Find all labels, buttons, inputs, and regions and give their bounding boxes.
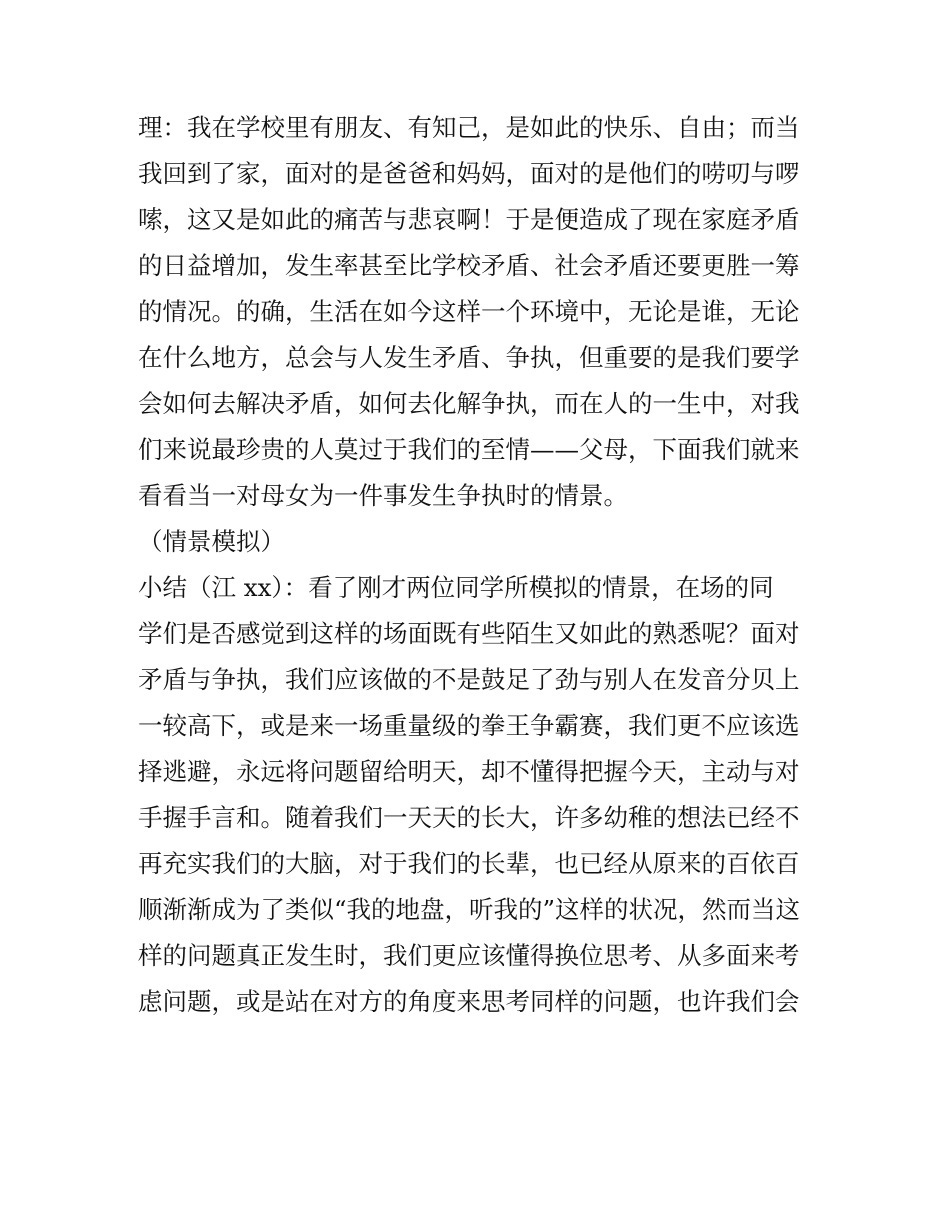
- text-line: 理：我在学校里有朋友、有知己，是如此的快乐、自由；而当: [138, 113, 800, 142]
- text-line: 择逃避，永远将问题留给明天，却不懂得把握今天，主动与对: [138, 757, 800, 786]
- text-line: 虑问题，或是站在对方的角度来思考同样的问题，也许我们会: [138, 987, 800, 1016]
- text-line: 矛盾与争执，我们应该做的不是鼓足了劲与别人在发音分贝上: [138, 665, 800, 694]
- text-line: 我回到了家，面对的是爸爸和妈妈，面对的是他们的唠叨与啰: [138, 159, 800, 188]
- text-line: 们来说最珍贵的人莫过于我们的至情——父母，下面我们就来: [138, 435, 800, 464]
- text-line: 在什么地方，总会与人发生矛盾、争执，但重要的是我们要学: [138, 343, 800, 372]
- text-line: 顺渐渐成为了类似“我的地盘，听我的”这样的状况，然而当这: [138, 895, 801, 924]
- text-line: 再充实我们的大脑，对于我们的长辈，也已经从原来的百依百: [138, 849, 800, 878]
- section-label: （情景模拟）: [138, 527, 285, 556]
- text-line: 的情况。的确，生活在如今这样一个环境中，无论是谁，无论: [138, 297, 800, 326]
- text-line: 学们是否感觉到这样的场面既有些陌生又如此的熟悉呢？面对: [138, 619, 800, 648]
- summary-heading-line: 小结（江 xx）：看了刚才两位同学所模拟的情景，在场的同: [138, 573, 774, 602]
- document-body: [138, 105, 828, 1025]
- text-line: 嗦，这又是如此的痛苦与悲哀啊！于是便造成了现在家庭矛盾: [138, 205, 800, 234]
- text-line: 的日益增加，发生率甚至比学校矛盾、社会矛盾还要更胜一筹: [138, 251, 800, 280]
- text-line: 会如何去解决矛盾，如何去化解争执，而在人的一生中，对我: [138, 389, 800, 418]
- text-line: 一较高下，或是来一场重量级的拳王争霸赛，我们更不应该选: [138, 711, 800, 740]
- text-line: 看看当一对母女为一件事发生争执时的情景。: [138, 481, 628, 510]
- text-line: 样的问题真正发生时，我们更应该懂得换位思考、从多面来考: [138, 941, 800, 970]
- text-line: 手握手言和。随着我们一天天的长大，许多幼稚的想法已经不: [138, 803, 800, 832]
